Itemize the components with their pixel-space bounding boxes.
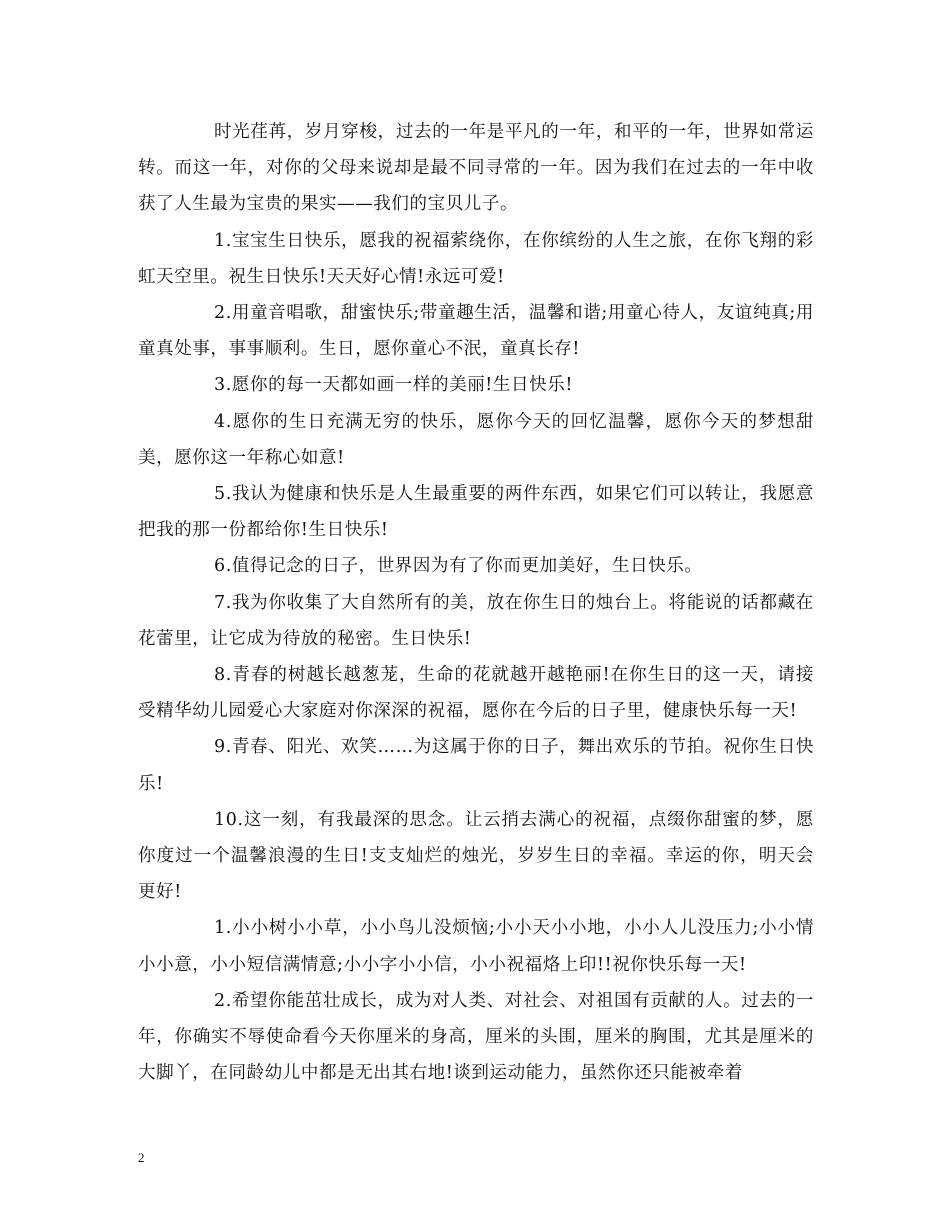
document-body [138, 114, 814, 1091]
paragraph-wish-5: 5.我认为健康和快乐是人生最重要的两件东西，如果它们可以转让，我愿意把我的那一份都给你!生日快乐! [138, 484, 814, 541]
paragraph-wish-1: 1.宝宝生日快乐，愿我的祝福萦绕你，在你缤纷的人生之旅，在你飞翔的彩虹天空里。祝生日快乐!天天好心情!永远可爱! [138, 230, 814, 287]
paragraph-second-list-1: 1.小小树小小草，小小鸟儿没烦恼;小小天小小地，小小人儿没压力;小小情小小意，小小短信满情意;小小字小小信，小小祝福烙上印!!祝你快乐每一天! [138, 918, 814, 975]
paragraph-wish-3: 3.愿你的每一天都如画一样的美丽!生日快乐! [214, 375, 573, 396]
paragraph-wish-2: 2.用童音唱歌，甜蜜快乐;带童趣生活，温馨和谐;用童心待人，友谊纯真;用童真处事，事事顺利。生日，愿你童心不泯，童真长存! [138, 303, 814, 360]
paragraph-wish-4: 4.愿你的生日充满无穷的快乐，愿你今天的回忆温馨，愿你今天的梦想甜美，愿你这一年称心如意! [138, 411, 814, 468]
paragraph-wish-6: 6.值得记念的日子，世界因为有了你而更加美好，生日快乐。 [214, 556, 703, 577]
paragraph-wish-9: 9.青春、阳光、欢笑……为这属于你的日子，舞出欢乐的节拍。祝你生日快乐! [138, 737, 814, 794]
page-number: 2 [138, 1150, 145, 1165]
paragraph-wish-10: 10.这一刻，有我最深的思念。让云捎去满心的祝福，点缀你甜蜜的梦，愿你度过一个温馨浪漫的生日!支支灿烂的烛光，岁岁生日的幸福。幸运的你，明天会更好! [138, 809, 814, 903]
paragraph-wish-8: 8.青春的树越长越葱茏，生命的花就越开越艳丽!在你生日的这一天，请接受精华幼儿园爱心大家庭对你深深的祝福，愿你在今后的日子里，健康快乐每一天! [138, 665, 814, 722]
paragraph-wish-7: 7.我为你收集了大自然所有的美，放在你生日的烛台上。将能说的话都藏在花蕾里，让它成为待放的秘密。生日快乐! [138, 592, 814, 649]
paragraph-second-list-2: 2.希望你能茁壮成长，成为对人类、对社会、对祖国有贡献的人。过去的一年，你确实不辱使命看今天你厘米的身高，厘米的头围，厘米的胸围，尤其是厘米的大脚丫，在同龄幼儿中都是无出其右地!谈到运动能力，虽然你还只能被牵着 [138, 990, 814, 1084]
paragraph-intro: 时光荏苒，岁月穿梭，过去的一年是平凡的一年，和平的一年，世界如常运转。而这一年，对你的父母来说却是最不同寻常的一年。因为我们在过去的一年中收获了人生最为宝贵的果实——我们的宝贝儿子。 [138, 122, 814, 215]
